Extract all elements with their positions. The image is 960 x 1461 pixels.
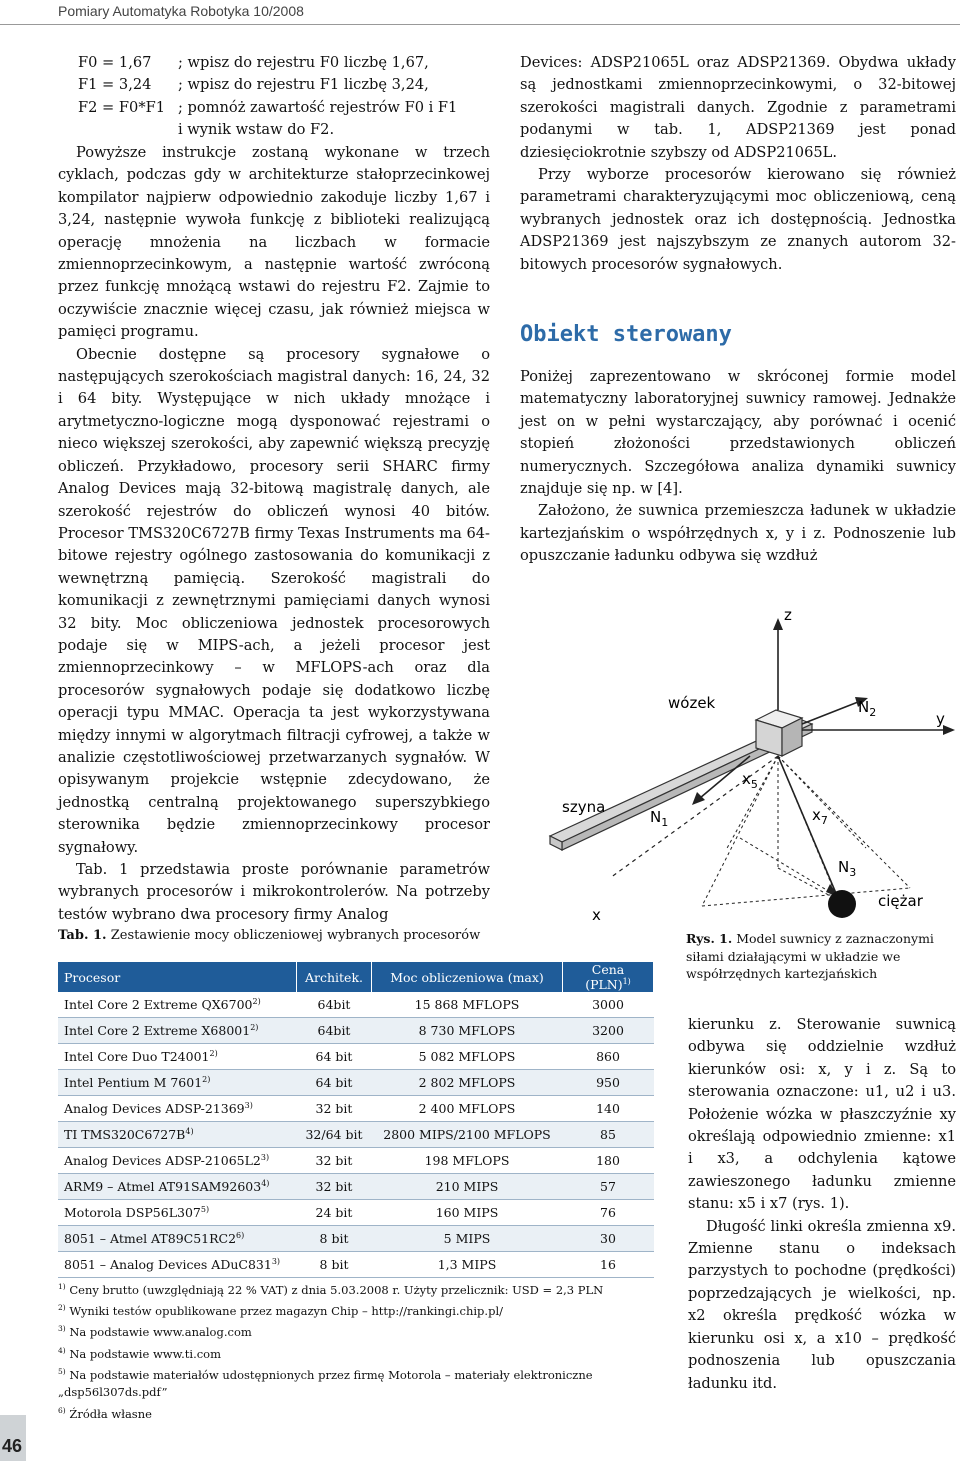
n3-label: $N_3$ bbox=[838, 858, 857, 879]
n2-force bbox=[802, 702, 858, 724]
cell-power: 1,3 MIPS bbox=[372, 1252, 563, 1278]
right-column-middle bbox=[520, 366, 956, 568]
projection-lines bbox=[702, 756, 910, 906]
footnote: $^{5)}$ Na podstawie materiałów udostępnionych przez firmę Motorola – materiały elektroniczne „dsp56l307ds.pdf” bbox=[58, 1366, 593, 1400]
trolley-label: wózek bbox=[668, 694, 716, 712]
cell-processor: 8051 – Atmel AT89C51RC2$^{6)}$ bbox=[58, 1226, 297, 1252]
header-processor: Procesor bbox=[58, 962, 297, 992]
cell-price: 30 bbox=[563, 1226, 654, 1252]
code-expression: F2 = F0*F1 bbox=[78, 98, 166, 116]
cell-arch: 32 bit bbox=[297, 1148, 372, 1174]
cable bbox=[778, 756, 838, 898]
figure-caption bbox=[686, 930, 958, 983]
cell-power: 2800 MIPS/2100 MFLOPS bbox=[372, 1122, 563, 1148]
cell-processor: Analog Devices ADSP-21065L2$^{3)}$ bbox=[58, 1148, 297, 1174]
x7-label: $x_7$ bbox=[812, 806, 828, 827]
n2-label: $N_2$ bbox=[858, 698, 877, 719]
load bbox=[828, 890, 856, 918]
paragraph: Przy wyborze procesorów kierowano się również parametrami charakteryzującymi moc obliczeniową, ceną wybranych jednostek oraz ich dostępnością. Jednostka ADSP21369 jest najszybszym ze znanych autorom 32-bitowych procesorów sygnałowych. bbox=[520, 166, 956, 273]
cell-processor: ARM9 – Atmel AT91SAM92603$^{4)}$ bbox=[58, 1174, 297, 1200]
section-title: Obiekt sterowany bbox=[520, 322, 732, 347]
n1-label: $N_1$ bbox=[650, 808, 669, 829]
cell-processor: Intel Core 2 Extreme X68001$^{2)}$ bbox=[58, 1018, 297, 1044]
paragraph: Tab. 1 przedstawia proste porównanie parametrów wybranych procesorów i mikrokontrolerów. Na potrzeby testów wybrano dwa procesory firmy Analog bbox=[58, 861, 490, 923]
header-power: Moc obliczeniowa (max) bbox=[372, 962, 563, 992]
table-footnotes bbox=[58, 1278, 658, 1423]
code-expression: F0 = 1,67 bbox=[78, 54, 152, 71]
code-comment: ; wpisz do rejestru F0 liczbę 1,67, bbox=[178, 54, 429, 71]
z-label: z bbox=[784, 606, 792, 624]
footnote: $^{2)}$ Wyniki testów opublikowane przez magazyn Chip – http://rankingi.chip.pl/ bbox=[58, 1303, 503, 1319]
load-label: ciężar bbox=[878, 892, 923, 910]
paragraph: Devices: ADSP21065L oraz ADSP21369. Obydwa układy są jednostkami zmiennoprzecinkowymi, o 32-bitowej szerokości magistrali danych. Zgodnie z parametrami podanymi w tab. 1, ADSP21369 jest ponad dziesięciokrotnie szybszy od ADSP21065L. bbox=[520, 54, 956, 161]
cell-price: 85 bbox=[563, 1122, 654, 1148]
paragraph: Poniżej zaprezentowano w skróconej formie model matematyczny laboratoryjnej suwnicy ramowej. Jednakże jest on w pełni wystarczający, aby porównać i ocenić stopień złożoności przedstawionych obliczeń numerycznych. Szczegółowa analiza dynamiki suwnicy znajduje się np. w [4]. bbox=[520, 368, 956, 498]
table-row bbox=[58, 1044, 654, 1070]
table-caption-text: Zestawienie mocy obliczeniowej wybranych procesorów bbox=[110, 928, 481, 943]
cell-price: 3000 bbox=[563, 992, 654, 1018]
table-row bbox=[58, 1174, 654, 1200]
cell-arch: 8 bit bbox=[297, 1252, 372, 1278]
cell-price: 950 bbox=[563, 1070, 654, 1096]
table-row bbox=[58, 1070, 654, 1096]
paragraph: Długość linki określa zmienna x9. Zmienne stanu o indeksach parzystych to pochodne (prędkości) poprzedzających je wielkości, np. x2 określa prędkość wózka w kierunku osi x, a x10 – prędkość podnoszenia lub opuszczania ładunku itd. bbox=[688, 1217, 956, 1392]
figure-caption-label: Rys. 1. bbox=[686, 931, 733, 946]
cell-price: 180 bbox=[563, 1148, 654, 1174]
cell-power: 198 MFLOPS bbox=[372, 1148, 563, 1174]
table-row bbox=[58, 1018, 654, 1044]
cell-processor: Motorola DSP56L307$^{5)}$ bbox=[58, 1200, 297, 1226]
table-header-row bbox=[58, 962, 654, 992]
journal-header: Pomiary Automatyka Robotyka 10/2008 bbox=[58, 3, 304, 19]
cell-power: 2 400 MFLOPS bbox=[372, 1096, 563, 1122]
rail-label: szyna bbox=[562, 798, 606, 816]
cell-power: 5 MIPS bbox=[372, 1226, 563, 1252]
table-row bbox=[58, 1226, 654, 1252]
code-comment: ; pomnóż zawartość rejestrów F0 i F1 bbox=[178, 98, 458, 116]
cell-arch: 32/64 bit bbox=[297, 1122, 372, 1148]
cell-price: 3200 bbox=[563, 1018, 654, 1044]
left-column bbox=[58, 142, 490, 926]
n1-arrowhead bbox=[692, 792, 705, 805]
cell-price: 16 bbox=[563, 1252, 654, 1278]
z-arrow bbox=[773, 618, 783, 630]
footnote: $^{4)}$ Na podstawie www.ti.com bbox=[58, 1345, 221, 1361]
x5-label: $x_5$ bbox=[742, 770, 758, 791]
cell-power: 210 MIPS bbox=[372, 1174, 563, 1200]
header-price: Cena (PLN)$^{1)}$ bbox=[563, 962, 654, 992]
paragraph: Obecnie dostępne są procesory sygnałowe o następujących szerokościach magistral danych: 16, 24, 32 i 64 bity. Występujące w nich układy mnożące i arytmetyczno-logiczne mogą dysponować rejestrami o nieco większej szerokości, aby zapewnić większą precyzję obliczeń. Przykładowo, procesory serii SHARC firmy Analog Devices mają 32-bitową magistralę danych, ale szerokość rejestrów do obliczeń wynosi 40 bitów. Procesor TMS320C6727B firmy Texas Instruments ma 64-bitowe rejestry ogólnego zastosowania do komunikacji z wewnętrzną pamięcią. Szerokość magistrali do komunikacji z zewnętrznymi pamięciami danych wynosi 32 bity. Moc obliczeniowa jednostek procesorowych podaje się w MIPS-ach, a jeżeli procesor jest zmiennoprzecinkowy – w MFLOPS-ach oraz dla procesorów sygnałowych podaje się dodatkowo liczbę operacji typu MMAC. Operacja ta jest wykorzystywana między innymi w algorytmach filtracji cyfrowej, a także w analizie częstotliwościowej przetwarzanych sygnałów. W opisywanym projekcie wstępnie zdecydowano, że jednostką centralną projektowanego superszybkiego sterownika będzie zmiennoprzecinkowy procesor sygnałowy. bbox=[58, 345, 490, 856]
x-label: x bbox=[592, 906, 601, 924]
cell-price: 76 bbox=[563, 1200, 654, 1226]
table-caption bbox=[58, 928, 480, 943]
cell-processor: TI $TMS320C6727B^{4)}$ bbox=[58, 1122, 297, 1148]
header-arch: Architek. bbox=[297, 962, 372, 992]
paragraph: Powyższe instrukcje zostaną wykonane w trzech cyklach, podczas gdy w architekturze stałoprzecinkowej kompilator najpierw odpowiednio zakoduje liczby 1,67 i 3,24, następnie wywoła funkcję z biblioteki realizującą operację mnożenia na liczbach w formacie zmiennoprzecinkowym, a następnie wartość zwróconą przez funkcję mnożącą wstawi do rejestru F2. Zajmie to oczywiście znacznie więcej czasu, jak również miejsca w pamięci programu. bbox=[58, 144, 490, 341]
right-column-top bbox=[520, 52, 956, 276]
code-comment: ; wpisz do rejestru F1 liczbę 3,24, bbox=[178, 76, 429, 94]
cell-arch: 8 bit bbox=[297, 1226, 372, 1252]
table-row bbox=[58, 1252, 654, 1278]
cell-arch: 32 bit bbox=[297, 1096, 372, 1122]
cell-power: 160 MIPS bbox=[372, 1200, 563, 1226]
right-column-bottom bbox=[688, 1014, 956, 1395]
cell-power: 15 868 MFLOPS bbox=[372, 992, 563, 1018]
cell-price: 57 bbox=[563, 1174, 654, 1200]
figure-caption-text: Model suwnicy z zaznaczonymi siłami działającymi w układzie we współrzędnych kartezjańskich bbox=[686, 931, 934, 981]
footnote: $^{6)}$ Źródła własne bbox=[58, 1405, 152, 1421]
table-row bbox=[58, 1096, 654, 1122]
cell-power: 5 082 MFLOPS bbox=[372, 1044, 563, 1070]
code-comment: i wynik wstaw do F2. bbox=[178, 121, 335, 139]
y-label: y bbox=[936, 710, 945, 728]
cell-arch: 64 bit bbox=[297, 1070, 372, 1096]
page-number: 46 bbox=[2, 1436, 23, 1456]
footnote: $^{1)}$ Ceny brutto (uwzględniają 22 % VAT) z dnia 5.03.2008 r. Użyty przelicznik: USD = 2,3 PLN bbox=[58, 1282, 604, 1297]
cell-power: 8 730 MFLOPS bbox=[372, 1018, 563, 1044]
table-row bbox=[58, 1122, 654, 1148]
cell-processor: Analog Devices ADSP-21369$^{3)}$ bbox=[58, 1096, 297, 1122]
processor-table bbox=[58, 962, 654, 1278]
cell-price: 860 bbox=[563, 1044, 654, 1070]
cell-processor: Intel Pentium M 7601$^{2)}$ bbox=[58, 1070, 297, 1096]
cell-price: 140 bbox=[563, 1096, 654, 1122]
cell-processor: Intel Core Duo T24001$^{2)}$ bbox=[58, 1044, 297, 1070]
crane-diagram bbox=[540, 598, 960, 928]
cell-arch: 32 bit bbox=[297, 1174, 372, 1200]
table-row bbox=[58, 1200, 654, 1226]
header-rule bbox=[0, 24, 960, 25]
trolley bbox=[756, 710, 802, 756]
cell-processor: 8051 – Analog Devices ADuC831$^{3)}$ bbox=[58, 1252, 297, 1278]
footnote: $^{3)}$ Na podstawie www.analog.com bbox=[58, 1324, 252, 1340]
cell-arch: 64 bit bbox=[297, 1044, 372, 1070]
cell-processor: Intel Core 2 Extreme QX6700$^{2)}$ bbox=[58, 992, 297, 1018]
paragraph: Założono, że suwnica przemieszcza ładunek w układzie kartezjańskim o współrzędnych x, y i z. Podnoszenie lub opuszczanie ładunku odbywa się wzdłuż bbox=[520, 502, 956, 565]
cell-power: 2 802 MFLOPS bbox=[372, 1070, 563, 1096]
cell-arch: 64bit bbox=[297, 1018, 372, 1044]
table-row bbox=[58, 1148, 654, 1174]
cell-arch: 64bit bbox=[297, 992, 372, 1018]
paragraph: kierunku z. Sterowanie suwnicą odbywa się oddzielnie wzdłuż kierunków osi: x, y i z. Są to sterowania oznaczone: u1, u2 i u3. Położenie wózka w płaszczyźnie xy określają odpowiednio zmienne: x1 i x3, a odchylenia kątowe zawieszonego ładunku zmienne stanu: x5 i x7 (rys. 1). bbox=[688, 1016, 956, 1213]
table-caption-label: Tab. 1. bbox=[58, 928, 107, 943]
cell-arch: 24 bit bbox=[297, 1200, 372, 1226]
code-expression: F1 = 3,24 bbox=[78, 76, 152, 94]
table-row bbox=[58, 992, 654, 1018]
